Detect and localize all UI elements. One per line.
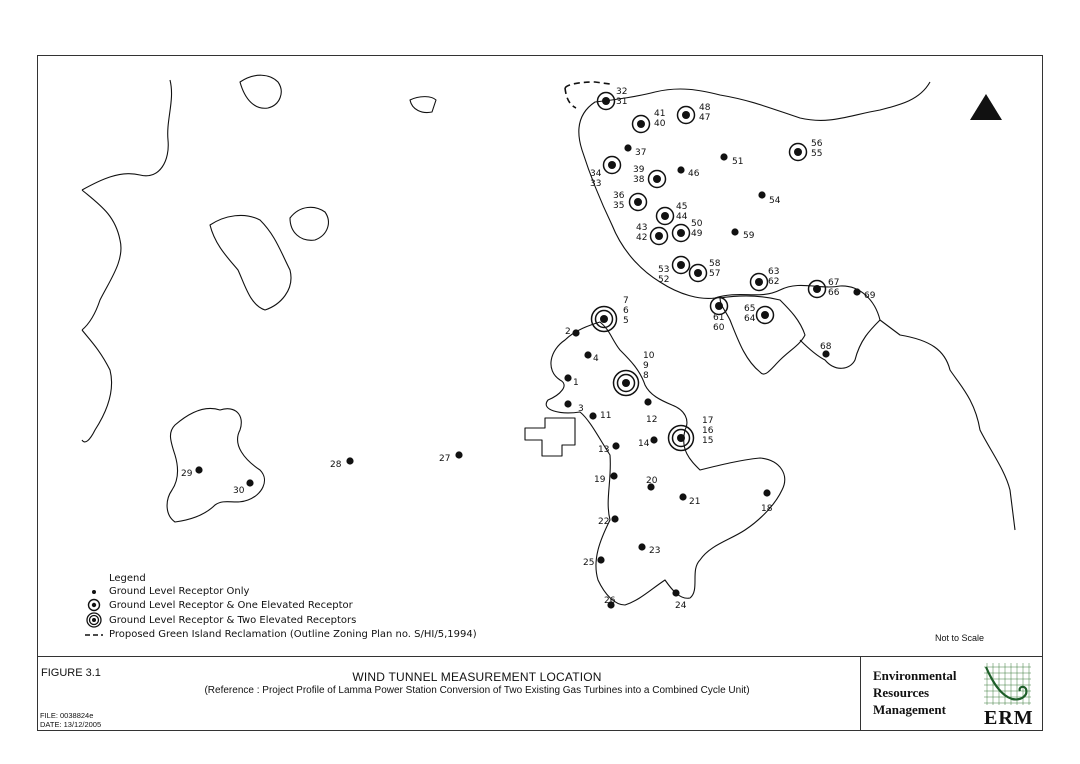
double-ring-icon [85, 612, 103, 628]
map [38, 56, 1042, 656]
receptor-marker [564, 400, 583, 414]
receptor-marker [439, 451, 463, 464]
receptor-marker [690, 259, 721, 282]
receptor-marker [677, 166, 699, 179]
receptor-marker [853, 288, 875, 301]
receptor-label: 3 [578, 404, 584, 414]
receptor-label: 34 33 [590, 169, 602, 189]
reclamation-boundary-side [565, 88, 576, 108]
legend-item-double-ring [85, 612, 477, 628]
receptor-label: 56 55 [811, 139, 823, 159]
receptor-marker [646, 476, 658, 491]
erm-logo-icon [982, 661, 1032, 707]
receptor-label: 12 [646, 415, 658, 425]
legend-label: Ground Level Receptor & One Elevated Receptor [109, 599, 353, 611]
receptor-marker [614, 351, 655, 396]
receptor-marker [657, 202, 688, 225]
receptor-label: 45 44 [676, 202, 688, 222]
receptor-label: 46 [688, 169, 700, 179]
receptor-label: 24 [675, 601, 687, 611]
receptor-marker [744, 304, 774, 324]
receptor-marker [633, 109, 666, 133]
receptor-marker [598, 442, 620, 455]
receptor-marker [638, 436, 658, 449]
company-line: Environmental [873, 668, 957, 683]
receptor-label: 10 9 8 [643, 351, 655, 381]
receptor-marker [761, 489, 773, 514]
receptor-marker [731, 228, 754, 241]
receptor-marker [720, 153, 743, 167]
receptor-label: 59 [743, 231, 755, 241]
legend-label: Ground Level Receptor Only [109, 586, 250, 597]
receptor-marker [565, 327, 580, 337]
scale-note: Not to Scale [935, 633, 985, 643]
receptor-label: 2 [565, 327, 571, 337]
receptor-label: 63 62 [768, 267, 780, 287]
receptor-marker [594, 472, 618, 485]
reclamation-boundary [565, 82, 610, 88]
dot-icon [85, 588, 103, 596]
receptor-marker [613, 191, 647, 211]
receptor-label: 37 [635, 148, 647, 158]
receptor-marker [673, 219, 703, 242]
receptor-label: 11 [600, 411, 612, 421]
receptor-label: 58 57 [709, 259, 721, 279]
receptor-label: 53 52 [658, 265, 670, 285]
receptor-label: 41 40 [654, 109, 666, 129]
receptor-label: 50 49 [691, 219, 703, 239]
receptor-label: 7 6 5 [623, 296, 629, 326]
receptor-label: 29 [181, 469, 193, 479]
receptor-marker [590, 157, 621, 190]
legend-item-dashed-line [85, 628, 477, 641]
company-name [873, 667, 957, 718]
receptor-marker [598, 87, 628, 110]
receptor-label: 4 [593, 354, 599, 364]
receptor-marker [233, 479, 254, 496]
receptor-label: 13 [598, 445, 610, 455]
file-info [40, 711, 101, 729]
receptor-label: 48 47 [699, 103, 711, 123]
company-abbr: ERM [984, 707, 1034, 729]
receptor-label: 23 [649, 546, 661, 556]
receptor-marker [658, 257, 690, 286]
receptor-label: 25 [583, 558, 595, 568]
title-block-divider [860, 657, 861, 731]
receptor-label: 39 38 [633, 165, 645, 185]
receptor-label: 19 [594, 475, 606, 485]
receptor-marker [633, 165, 666, 188]
receptor-label: 43 42 [636, 223, 648, 243]
receptor-label: 68 [820, 342, 832, 352]
receptor-label: 36 35 [613, 191, 625, 211]
file-date: DATE: 13/12/2005 [40, 720, 102, 729]
north-arrow-icon [970, 94, 1002, 120]
file-number: FILE: 0038824e [40, 711, 94, 720]
receptor-label: 69 [864, 291, 876, 301]
receptor-marker [644, 398, 657, 425]
receptor-label: 21 [689, 497, 701, 507]
receptor-marker [564, 374, 578, 388]
receptor-marker [604, 596, 616, 609]
receptor-label: 26 [604, 596, 616, 606]
receptor-marker [809, 278, 840, 298]
receptor-label: 22 [598, 517, 610, 527]
receptor-marker [751, 267, 780, 291]
receptor-label: 65 64 [744, 304, 756, 324]
receptor-label: 51 [732, 157, 744, 167]
receptor-marker [678, 103, 711, 124]
receptor-layer [181, 87, 876, 611]
receptor-label: 17 16 15 [702, 416, 714, 446]
receptor-label: 61 60 [713, 313, 725, 333]
receptor-marker [584, 351, 599, 364]
receptor-marker [330, 457, 354, 470]
legend-label: Proposed Green Island Reclamation (Outline Zoning Plan no. S/HI/5,1994) [109, 629, 477, 640]
company-line: Management [873, 702, 946, 717]
dashed-line-icon [85, 632, 103, 638]
receptor-label: 18 [761, 504, 773, 514]
receptor-label: 14 [638, 439, 650, 449]
receptor-label: 30 [233, 486, 245, 496]
legend-label: Ground Level Receptor & Two Elevated Receptors [109, 614, 357, 626]
receptor-marker [711, 298, 728, 334]
receptor-label: 67 66 [828, 278, 840, 298]
figure-title: WIND TUNNEL MEASUREMENT LOCATION [352, 670, 602, 684]
figure-number: FIGURE 3.1 [41, 667, 101, 679]
receptor-marker [669, 416, 714, 451]
receptor-marker [758, 191, 780, 206]
receptor-marker [672, 589, 686, 611]
receptor-marker [790, 139, 823, 161]
receptor-label: 20 [646, 476, 658, 486]
receptor-marker [638, 543, 660, 556]
receptor-marker [589, 411, 611, 421]
receptor-marker [624, 144, 646, 158]
legend-title: Legend [109, 573, 146, 584]
receptor-marker [592, 296, 630, 332]
receptor-marker [679, 493, 700, 507]
receptor-marker [598, 515, 619, 527]
legend-item-dot [85, 585, 477, 598]
title-block [37, 656, 1043, 731]
coastline [82, 75, 1015, 605]
single-ring-icon [85, 598, 103, 612]
receptor-label: 32 31 [616, 87, 628, 107]
receptor-label: 28 [330, 460, 342, 470]
receptor-marker [583, 556, 605, 568]
receptor-marker [181, 466, 203, 479]
receptor-label: 1 [573, 378, 579, 388]
company-line: Resources [873, 685, 930, 700]
legend [85, 572, 477, 641]
receptor-label: 54 [769, 196, 781, 206]
legend-item-single-ring [85, 598, 477, 612]
receptor-label: 27 [439, 454, 451, 464]
receptor-marker [820, 342, 832, 358]
figure-subtitle: (Reference : Project Profile of Lamma Power Station Conversion of Two Existing Gas Turbines into a Combined Cycle Unit) [204, 685, 750, 696]
receptor-marker [636, 223, 668, 245]
